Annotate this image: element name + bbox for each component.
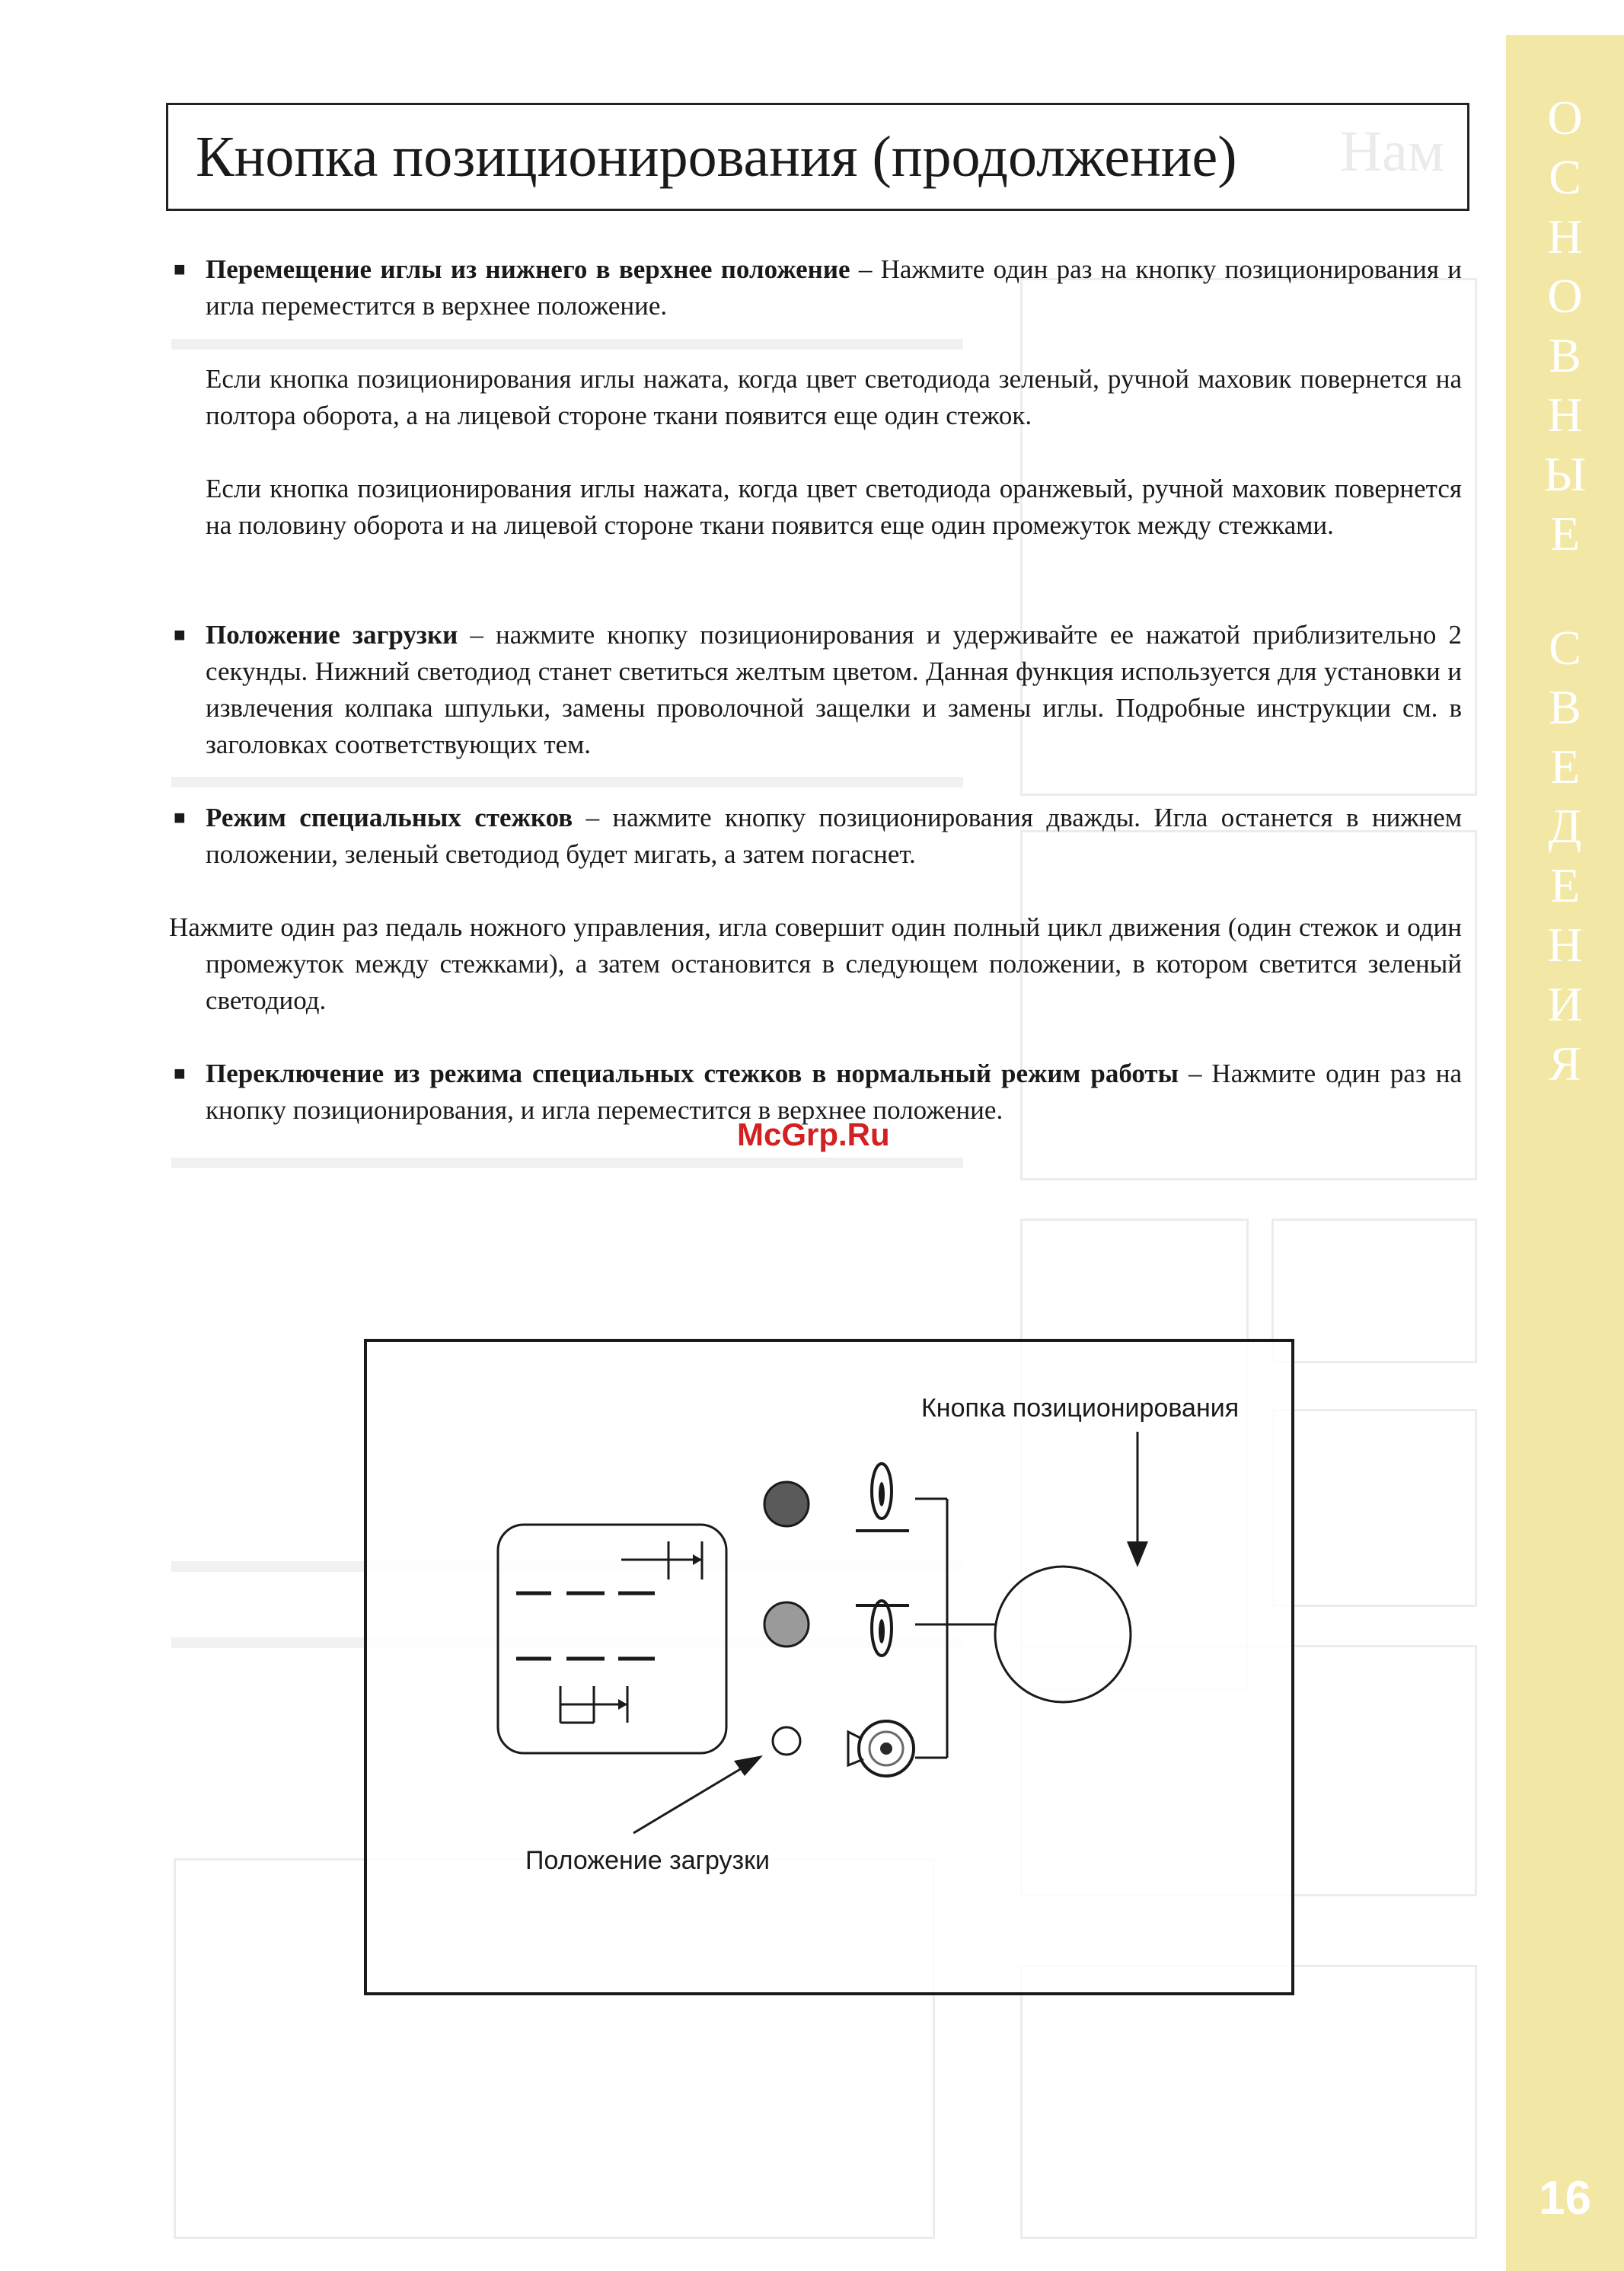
- section-letter: Я: [1549, 1036, 1581, 1091]
- section-letter: Н: [1547, 388, 1583, 442]
- pedal-text: Нажмите один раз педаль ножного управления, игла совершит один полный цикл движения (один стежок и один промежуток между стежками), а затем остановится в следующем положении, в котором светится зеленый светодиод.: [169, 912, 1462, 1015]
- section-letter: Ы: [1543, 447, 1587, 501]
- loading-pointer-arrow: [633, 1768, 742, 1833]
- section-sidebar: [1506, 35, 1624, 2271]
- needle-down-icon: [856, 1601, 909, 1656]
- section-letter: Е: [1549, 506, 1581, 561]
- section-letter: Д: [1548, 799, 1582, 853]
- page-number: 16: [1539, 2172, 1591, 2225]
- item-text: – нажмите кнопку позиционирования и удерживайте ее нажатой приблизительно 2 секунды. Нижний светодиод станет светиться желтым цветом. Данная функция используется для установки и извлечения колпака шпульки, замены проволочной защелки и замены иглы. Подробные инструкции см. в заголовках соответствующих тем.: [206, 620, 1462, 759]
- section-letter: И: [1547, 977, 1583, 1031]
- section-letter: С: [1549, 150, 1581, 204]
- led-middle: [764, 1602, 809, 1647]
- item-text: – Нажмите один раз на кнопку позиционирования и игла переместится в верхнее положение.: [206, 254, 1462, 321]
- item-loading-position: [174, 617, 1462, 763]
- item-text: – Нажмите один раз на кнопку позиционирования, и игла переместится в верхнее положение.: [206, 1059, 1462, 1125]
- diagram-drawing: [367, 1342, 1297, 1998]
- led-top: [764, 1482, 809, 1526]
- item-heading: Переключение из режима специальных стежков в нормальный режим работы: [206, 1059, 1179, 1088]
- section-letter: О: [1547, 269, 1583, 323]
- section-title-vertical: [1506, 88, 1624, 1094]
- needle-arrow-head: [693, 1554, 702, 1565]
- positioning-button-diagram: [364, 1339, 1294, 1995]
- item-needle-up: [174, 251, 1462, 324]
- label-loading-position: Положение загрузки: [525, 1846, 771, 1875]
- section-letter: О: [1547, 91, 1583, 145]
- led-bottom: [773, 1727, 800, 1755]
- page-title: Кнопка позиционирования (продолжение): [196, 124, 1237, 189]
- paragraph-green-led: Если кнопка позиционирования иглы нажата, когда цвет светодиода зеленый, ручной маховик повернется на полтора оборота, а на лицевой стороне ткани появится еще один стежок.: [206, 364, 1462, 430]
- section-letter: В: [1549, 328, 1581, 382]
- page-title-box: [166, 103, 1469, 211]
- item-special-stitch-mode: [174, 800, 1462, 873]
- title-bleed-ghost: Нам: [1340, 120, 1444, 184]
- section-letter: Е: [1549, 858, 1581, 912]
- bullet-square-icon: ■: [174, 807, 186, 829]
- bullet-square-icon: ■: [174, 1062, 186, 1084]
- needle-up-icon: [856, 1464, 909, 1531]
- bullet-square-icon: ■: [174, 624, 186, 646]
- label-positioning-button: Кнопка позиционирования: [921, 1394, 1240, 1423]
- bullet-square-icon: ■: [174, 258, 186, 280]
- positioning-button-circle: [995, 1567, 1131, 1702]
- loading-pointer-arrowhead: [734, 1755, 763, 1776]
- paragraph-pedal: [169, 909, 1462, 1019]
- section-letter: В: [1549, 680, 1581, 734]
- watermark-logo: McGrp.Ru: [737, 1116, 890, 1152]
- paragraph-orange-led: Если кнопка позиционирования иглы нажата, когда цвет светодиода оранжевый, ручной маховик повернется на половину оборота и на лицевой стороне ткани появится еще один промежуток между стежками.: [206, 474, 1462, 540]
- needle-arrow-head: [618, 1699, 627, 1710]
- section-letter: С: [1549, 621, 1581, 675]
- item-heading: Перемещение иглы из нижнего в верхнее положение: [206, 254, 850, 284]
- section-letter: Н: [1547, 209, 1583, 264]
- button-pointer-arrowhead: [1127, 1541, 1148, 1567]
- item-heading: Режим специальных стежков: [206, 803, 573, 832]
- item-heading: Положение загрузки: [206, 620, 458, 650]
- section-letter: Н: [1547, 918, 1583, 972]
- item-text: – нажмите кнопку позиционирования дважды. Игла останется в нижнем положении, зеленый светодиод будет мигать, а затем погаснет.: [206, 803, 1462, 869]
- bobbin-icon: [848, 1721, 914, 1776]
- section-letter: Е: [1549, 739, 1581, 794]
